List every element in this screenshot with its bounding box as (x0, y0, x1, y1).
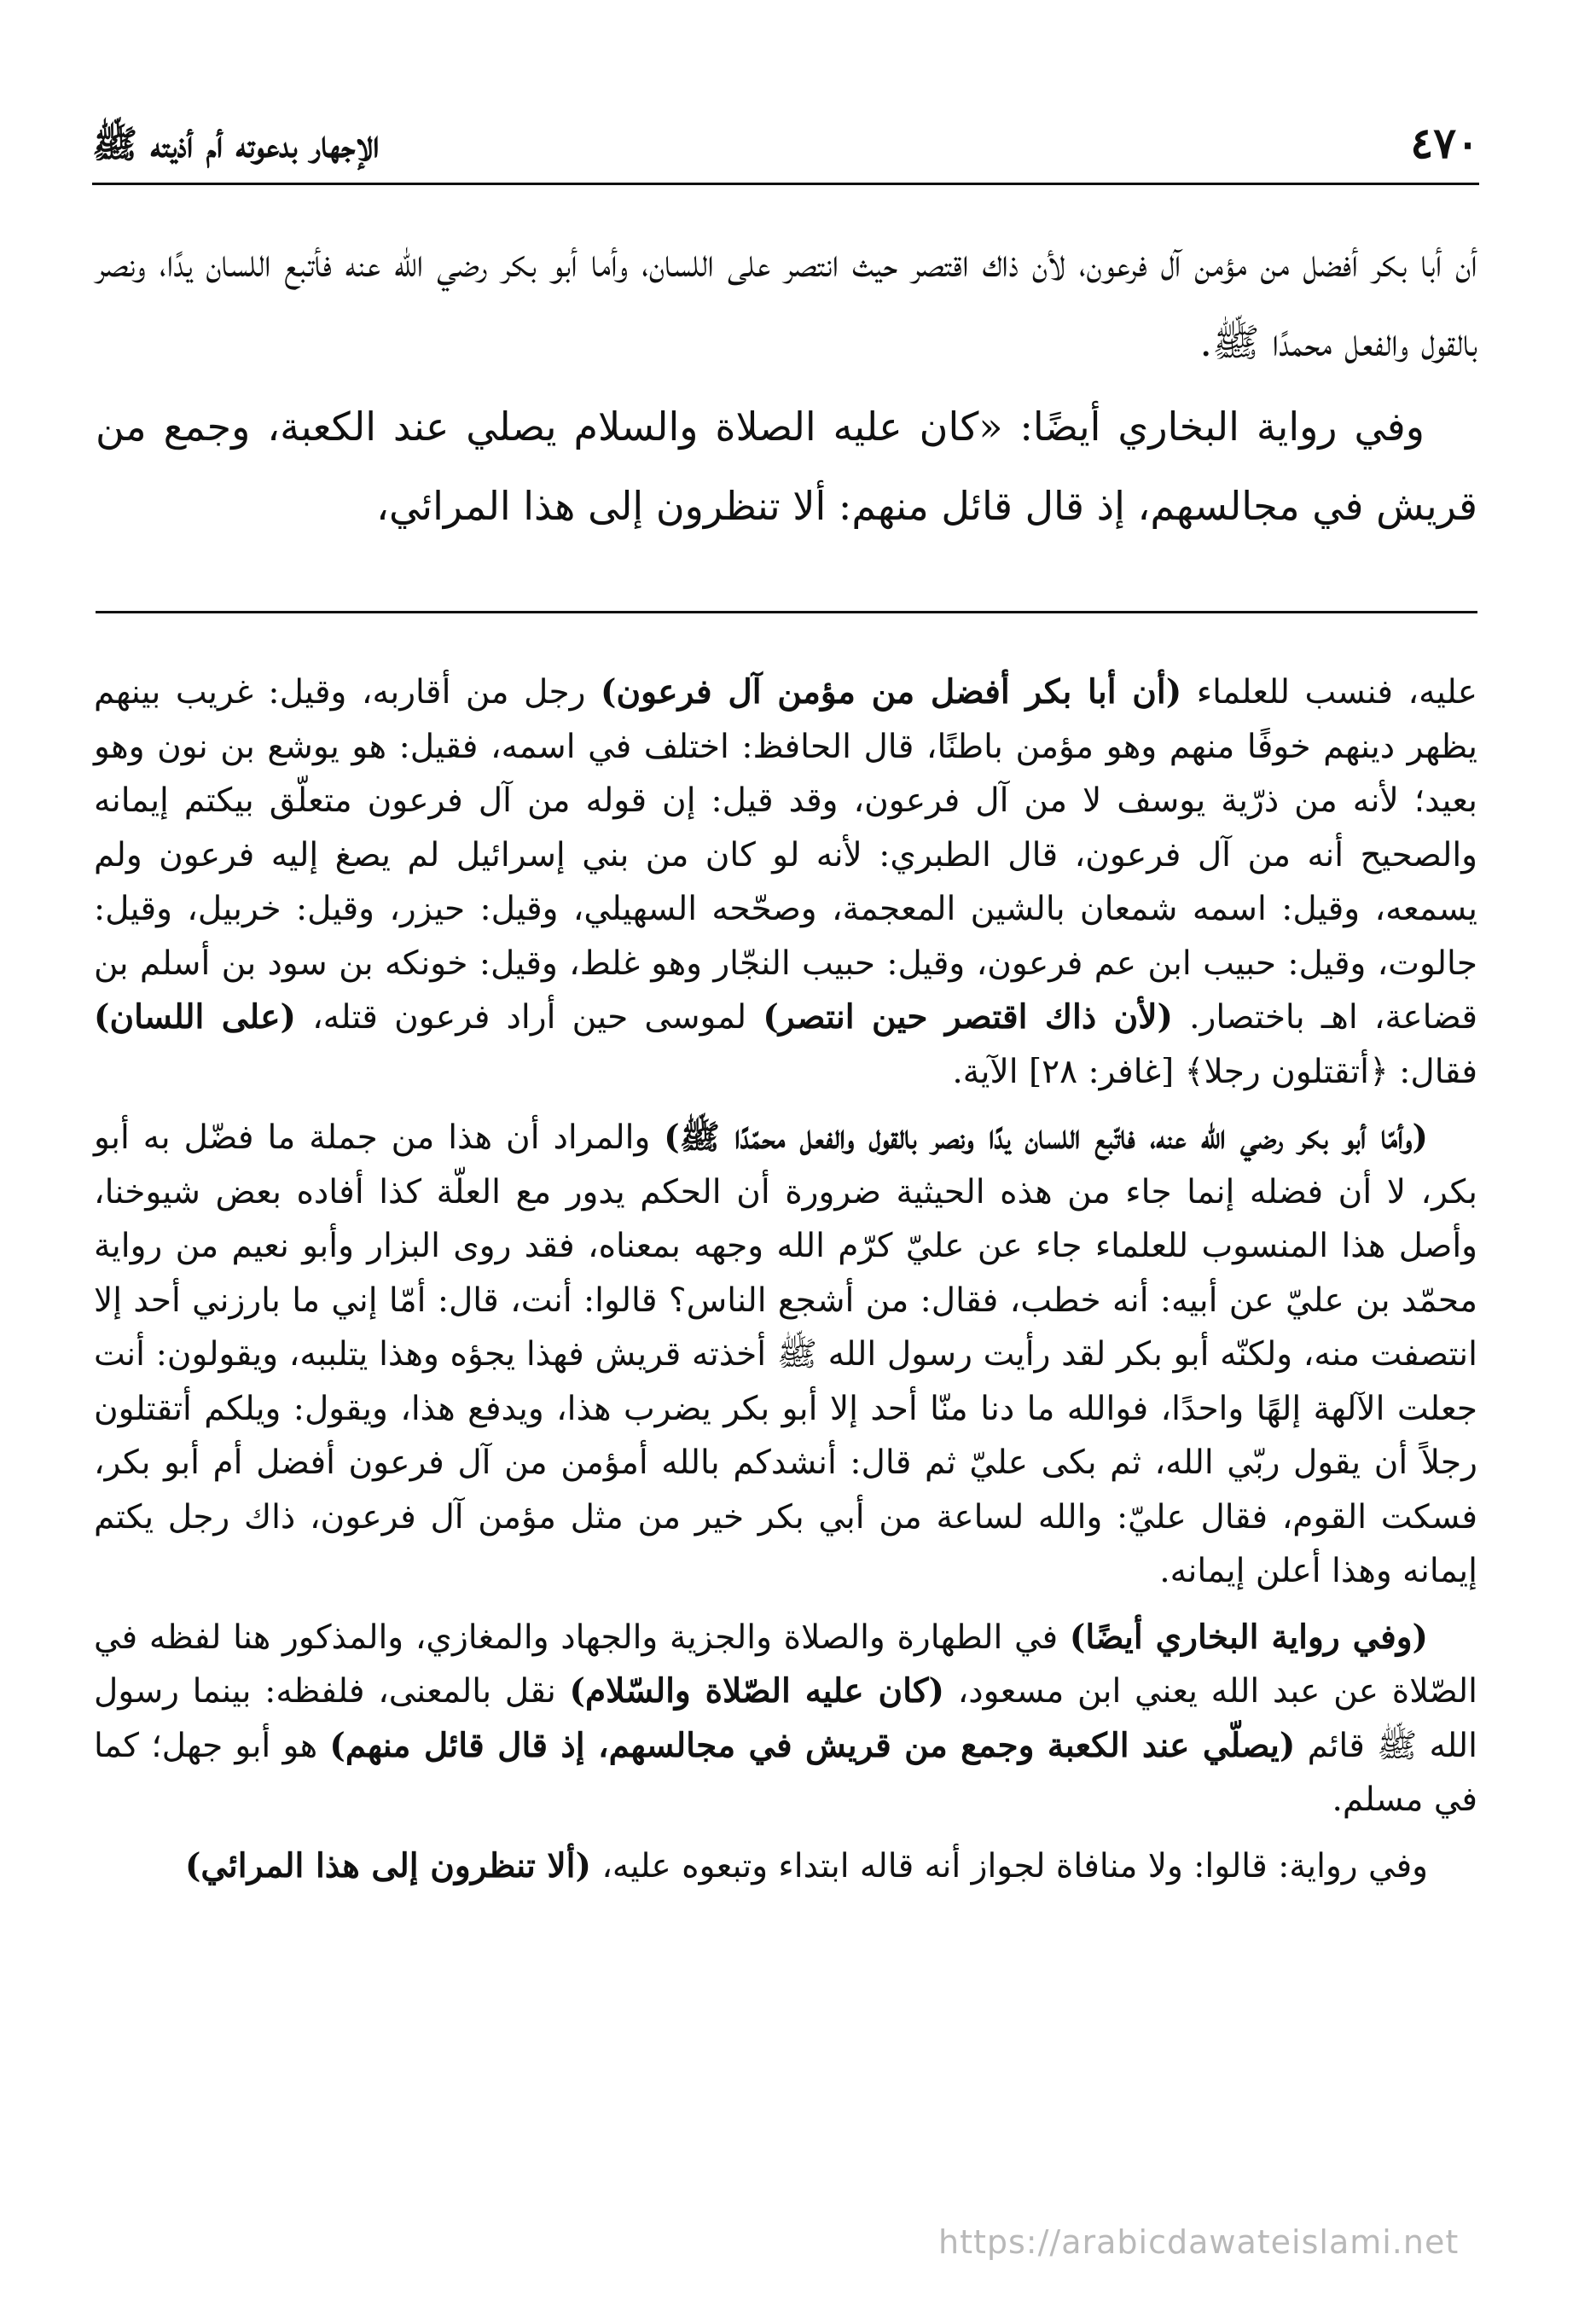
commentary-segment: رجل من أقاربه، وقيل: غريب بينهم يظهر دينهم خوفًا منهم وهو مؤمن باطنًا، قال الحافظ: اختلف في اسمه، فقيل: هو يوشع بن نون وهو بعيد؛ لأنه من ذرّية يوسف لا من آل فرعون، وقد قيل: إن قوله من آل فرعون متعلّق بيكتم إيمانه والصحيح أنه من آل فرعون، قال الطبري: لأنه لو كان من بني إسرائيل لم يصغ إليه فرعون ولم يسمعه، وقيل: اسمه شمعان بالشين المعجمة، وصحّحه السهيلي، وقيل: حيزر، وقيل: خربيل، وقيل: جالوت، وقيل: حبيب ابن عم فرعون، وقيل: حبيب النجّار وهو غلط، وقيل: خونكه بن سود بن أسلم بن قضاعة، اهـ باختصار. (94, 673, 1477, 1037)
running-title: الإجهار بدعوته أم أذيته ﷺ (92, 123, 380, 166)
commentary-segment: نقل بالمعنى، فلفظه: بينما رسول الله ﷺ قائم (94, 1672, 1477, 1765)
commentary-segment: فقال: ﴿أتقتلون رجلا﴾ [غافر: ٢٨] الآية. (952, 1052, 1477, 1091)
commentary-paragraph (94, 665, 1477, 1099)
commentary (94, 665, 1477, 1905)
main-text (96, 224, 1477, 546)
commentary-segment: هو أبو جهل؛ كما في مسلم. (94, 1726, 1477, 1819)
commentary-segment: لموسى حين أراد فرعون قتله، (295, 998, 763, 1037)
commentary-segment: عليه، فنسب للعلماء (1181, 673, 1478, 712)
quoted-text: (على اللسان) (94, 997, 296, 1037)
page-number: ٤٧٠ (1410, 118, 1479, 168)
watermark-url: https://arabicdawateislami.net (938, 2223, 1460, 2261)
main-paragraph: وفي رواية البخاري أيضًا: «كان عليه الصلاة والسلام يصلي عند الكعبة، وجمع من قريش في مجالسهم، إذ قال قائل منهم: ألا تنظرون إلى هذا المرائي، (96, 404, 1477, 529)
commentary-segment: وفي رواية: قالوا: ولا منافاة لجواز أنه قاله ابتداء وتبعوه عليه، (590, 1846, 1428, 1885)
quoted-text: (أن أبا بكر أفضل من مؤمن آل فرعون) (601, 672, 1182, 712)
commentary-segment: في الطهارة والصلاة والجزية والجهاد والمغازي، والمذكور هنا لفظه في الصّلاة عن عبد الله يعني ابن مسعود، (94, 1618, 1477, 1711)
quoted-text: (وفي رواية البخاري أيضًا) (1069, 1617, 1429, 1657)
quoted-text: (ألا تنظرون إلى هذا المرائي) (184, 1845, 591, 1885)
commentary-paragraph (94, 1839, 1477, 1894)
quoted-text: (وأمّا أبو بكر رضي الله عنه، فاتّبع اللسان يدًا ونصر بالقول والفعل محمّدًا ﷺ) (664, 1118, 1428, 1157)
header-rule (92, 183, 1479, 185)
running-header (92, 118, 1479, 174)
commentary-paragraph (94, 1111, 1477, 1599)
quoted-text: (كان عليه الصّلاة والسّلام) (569, 1671, 945, 1711)
quoted-text: (لأن ذاك اقتصر حين انتصر) (763, 997, 1173, 1037)
quoted-text: (يصلّي عند الكعبة وجمع من قريش في مجالسهم، إذ قال قائل منهم) (329, 1725, 1296, 1765)
main-paragraph: أن أبا بكر أفضل من مؤمن آل فرعون، لأن ذاك اقتصر حيث انتصر على اللسان، وأما أبو بكر رضي الله عنه فأتبع اللسان يدًا، ونصر بالقول والفعل محمدًا ﷺ. (96, 240, 1477, 365)
commentary-segment: والمراد أن هذا من جملة ما فضّل به أبو بكر، لا أن فضله إنما جاء من هذه الحيثية ضرورة أن الحكم يدور مع العلّة كذا أفاده بعض شيوخنا، وأصل هذا المنسوب للعلماء جاء عن عليّ كرّم الله وجهه بمعناه، فقد روى البزار وأبو نعيم من رواية محمّد بن عليّ عن أبيه: أنه خطب، فقال: من أشجع الناس؟ قالوا: أنت، قال: أمّا إني ما بارزني أحد إلا انتصفت منه، ولكنّه أبو بكر لقد رأيت رسول الله ﷺ أخذته قريش فهذا يجؤه وهذا يتلببه، ويقولون: أنت جعلت الآلهة إلهًا واحدًا، فوالله ما دنا منّا أحد إلا أبو بكر يضرب هذا، ويدفع هذا، ويقول: ويلكم أتقتلون رجلاً أن يقول ربّي الله، ثم بكى عليّ ثم قال: أنشدكم بالله أمؤمن من آل فرعون أفضل أم أبو بكر، فسكت القوم، فقال عليّ: والله لساعة من أبي بكر خير من مثل مؤمن آل فرعون، ذاك رجل يكتم إيمانه وهذا أعلن إيمانه. (94, 1118, 1477, 1590)
commentary-paragraph (94, 1611, 1477, 1827)
commentary-separator (96, 611, 1477, 613)
